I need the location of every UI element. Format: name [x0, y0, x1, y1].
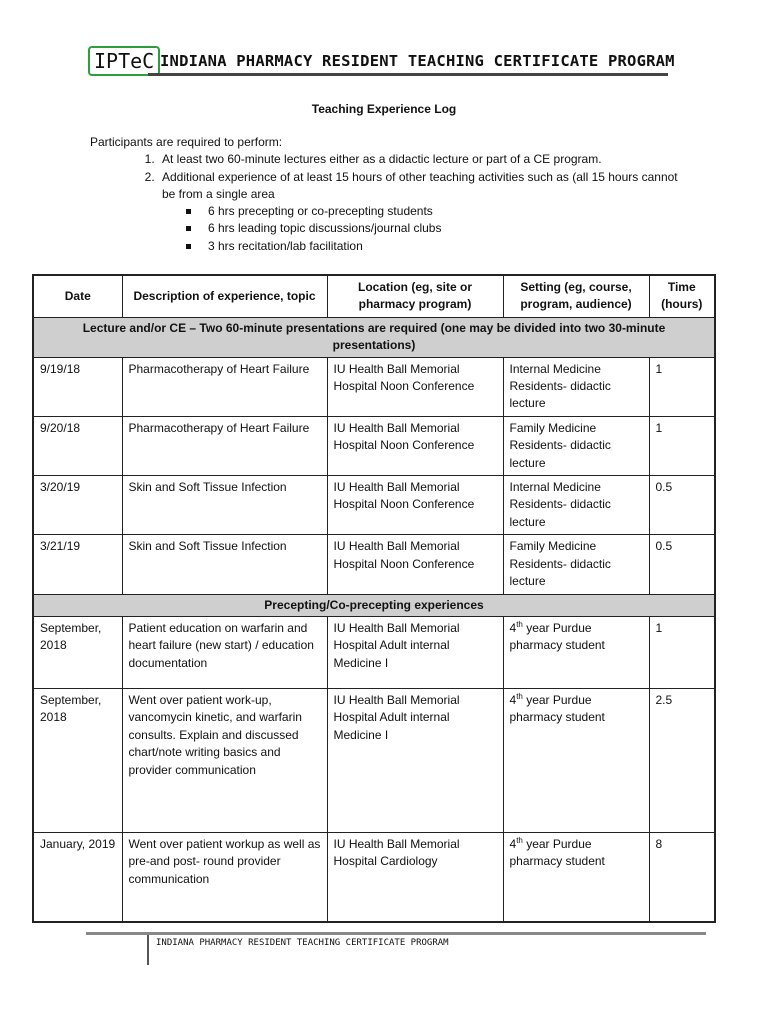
cell-date: 9/19/18 — [33, 357, 122, 416]
cell-location: IU Health Ball Memorial Hospital Adult internal Medicine I — [327, 616, 503, 688]
cell-location: IU Health Ball Memorial Hospital Cardiology — [327, 832, 503, 922]
table-row — [33, 357, 715, 416]
cell-time: 2.5 — [649, 688, 715, 832]
cell-location: IU Health Ball Memorial Hospital Noon Conference — [327, 416, 503, 475]
cell-setting: Internal Medicine Residents- didactic lecture — [503, 476, 649, 535]
cell-setting: Family Medicine Residents- didactic lecture — [503, 535, 649, 594]
cell-time: 1 — [649, 416, 715, 475]
requirements-intro — [90, 134, 690, 255]
cell-setting — [503, 688, 649, 832]
cell-description: Skin and Soft Tissue Infection — [122, 476, 327, 535]
cell-date: 9/20/18 — [33, 416, 122, 475]
cell-description: Went over patient workup as well as pre-and post- round provider communication — [122, 832, 327, 922]
header-title: INDIANA PHARMACY RESIDENT TEACHING CERTIFICATE PROGRAM — [160, 52, 675, 70]
iptec-logo: IPTeC — [88, 46, 160, 76]
table-row — [33, 616, 715, 688]
section-lecture-label: Lecture and/or CE – Two 60-minute presentations are required (one may be divided into two 30-minute presentations) — [33, 317, 715, 357]
cell-setting — [503, 616, 649, 688]
cell-setting: Family Medicine Residents- didactic lecture — [503, 416, 649, 475]
cell-time: 8 — [649, 832, 715, 922]
cell-time: 0.5 — [649, 535, 715, 594]
sub-requirement-item: 6 hrs precepting or co-precepting students — [208, 203, 690, 220]
cell-time: 0.5 — [649, 476, 715, 535]
cell-setting: Internal Medicine Residents- didactic lecture — [503, 357, 649, 416]
cell-location: IU Health Ball Memorial Hospital Noon Conference — [327, 357, 503, 416]
cell-time: 1 — [649, 616, 715, 688]
cell-date: 3/21/19 — [33, 535, 122, 594]
section-lecture — [33, 317, 715, 357]
setting-ordinal: 4 — [509, 692, 517, 707]
cell-date: September, 2018 — [33, 616, 122, 688]
table-row — [33, 832, 715, 922]
footer-rule — [86, 932, 706, 935]
page-header — [86, 46, 675, 78]
document-title: Teaching Experience Log — [311, 102, 457, 116]
sub-requirement-item: 6 hrs leading topic discussions/journal clubs — [208, 220, 690, 237]
cell-location: IU Health Ball Memorial Hospital Noon Conference — [327, 535, 503, 594]
setting-ordinal: 4 — [509, 836, 517, 851]
setting-ordinal-suffix: th — [516, 619, 523, 629]
setting-text: year Purdue pharmacy student — [509, 836, 605, 869]
cell-description: Pharmacotherapy of Heart Failure — [122, 357, 327, 416]
cell-date: September, 2018 — [33, 688, 122, 832]
header-location: Location (eg, site or pharmacy program) — [327, 275, 503, 317]
section-precepting-label: Precepting/Co-precepting experiences — [33, 594, 715, 616]
setting-text: year Purdue pharmacy student — [509, 692, 605, 725]
setting-ordinal-suffix: th — [516, 691, 523, 701]
table-row — [33, 688, 715, 832]
cell-time: 1 — [649, 357, 715, 416]
table-row — [33, 416, 715, 475]
header-date: Date — [33, 275, 122, 317]
intro-lead: Participants are required to perform: — [90, 135, 283, 149]
requirement-text: Additional experience of at least 15 hours of other teaching activities such as (all 15 hours cannot be from a single area — [162, 169, 678, 201]
cell-location: IU Health Ball Memorial Hospital Adult internal Medicine I — [327, 688, 503, 832]
sub-requirement-item: 3 hrs recitation/lab facilitation — [208, 238, 690, 255]
header-time: Time (hours) — [649, 275, 715, 317]
requirement-item — [158, 169, 690, 255]
cell-description: Patient education on warfarin and heart failure (new start) / education documentation — [122, 616, 327, 688]
cell-setting — [503, 832, 649, 922]
table-row — [33, 535, 715, 594]
sub-requirements-list — [162, 203, 690, 255]
table-row — [33, 476, 715, 535]
header-setting: Setting (eg, course, program, audience) — [503, 275, 649, 317]
requirement-item: 1. At least two 60-minute lectures either as a didactic lecture or part of a CE program. — [158, 151, 690, 168]
header-rule — [148, 73, 668, 76]
section-precepting — [33, 594, 715, 616]
setting-ordinal-suffix: th — [516, 835, 523, 845]
teaching-log-table — [32, 274, 716, 923]
cell-description: Went over patient work-up, vancomycin kinetic, and warfarin consults. Explain and discussed chart/note writing basics and provider communication — [122, 688, 327, 832]
footer-rule-vertical — [147, 935, 149, 965]
cell-date: 3/20/19 — [33, 476, 122, 535]
table-header-row — [33, 275, 715, 317]
header-description: Description of experience, topic — [122, 275, 327, 317]
footer-title: INDIANA PHARMACY RESIDENT TEACHING CERTIFICATE PROGRAM — [156, 938, 449, 948]
setting-ordinal: 4 — [509, 620, 517, 635]
cell-description: Skin and Soft Tissue Infection — [122, 535, 327, 594]
setting-text: year Purdue pharmacy student — [509, 620, 605, 653]
cell-description: Pharmacotherapy of Heart Failure — [122, 416, 327, 475]
cell-location: IU Health Ball Memorial Hospital Noon Conference — [327, 476, 503, 535]
requirements-list — [90, 151, 690, 255]
cell-date: January, 2019 — [33, 832, 122, 922]
